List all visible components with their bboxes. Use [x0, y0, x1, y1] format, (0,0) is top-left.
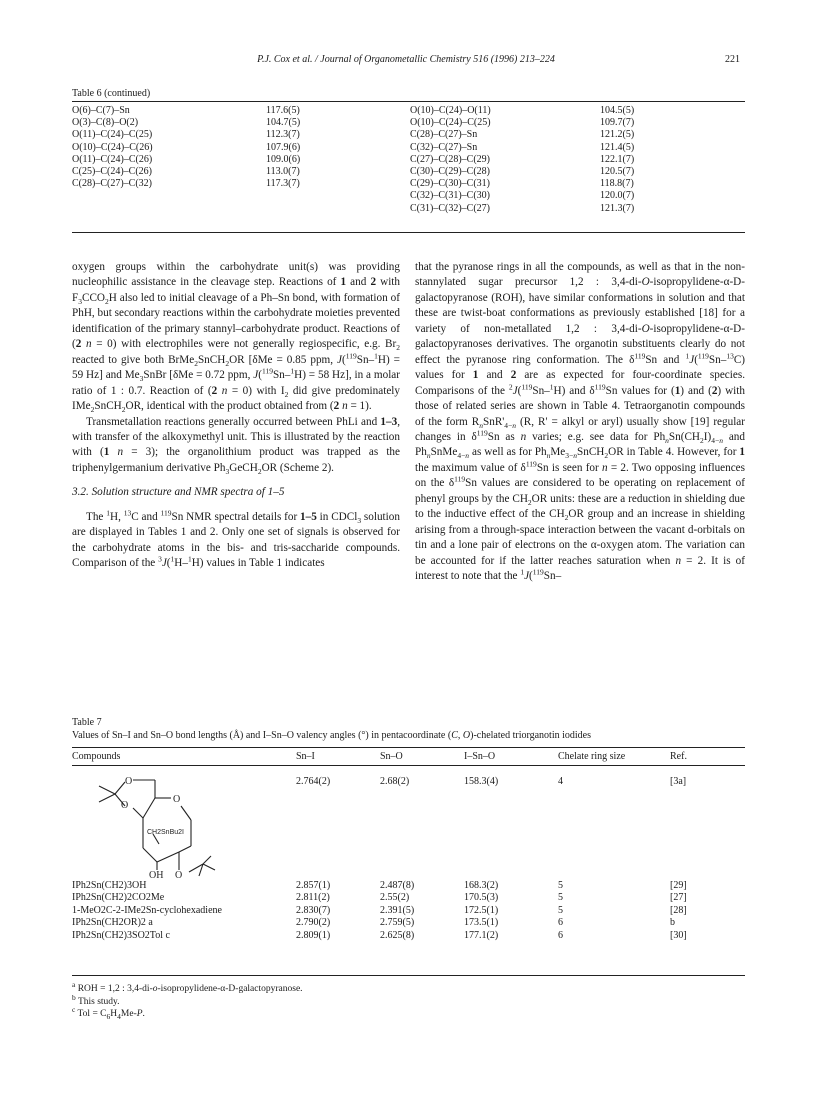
table-row	[72, 917, 745, 929]
table6-angle-label: O(10)–C(24)–O(11)	[410, 105, 491, 116]
cell-compound: IPh2Sn(CH2)3OH	[72, 880, 147, 891]
table6-angle-value: 107.9(6)	[266, 141, 301, 153]
table6-bottom-rule	[72, 232, 745, 233]
table-row	[72, 905, 745, 917]
table6-angle-value: 121.4(5)	[600, 141, 635, 153]
section-heading: 3.2. Solution structure and NMR spectra of 1–5	[72, 486, 285, 499]
table6-angle-value: 118.8(7)	[600, 178, 634, 190]
table6-angle-value: 121.3(7)	[600, 202, 635, 214]
table7-title: Table 7	[72, 717, 102, 728]
journal-citation: P.J. Cox et al. / Journal of Organometallic Chemistry 516 (1996) 213–224	[257, 54, 555, 65]
left-column	[72, 260, 400, 572]
paragraph: The $^1$H, $^{13}$C and $^{119}$Sn NMR spectral details for 1–5 in CDCl$_3$ solution are displayed in Tables 1 and 2. Only one set of signals is observed for the carbohydrate atoms in the bis- and tris-saccharide compounds. Comparison of the $^3$J($^1$H–$^1$H) values in Table 1 indicates	[72, 508, 400, 570]
table6-right-labels	[410, 105, 491, 215]
table7-header: Chelate ring size	[558, 751, 626, 762]
cell-ref: [27]	[670, 892, 687, 904]
cell-sni: 2.811(2)	[296, 892, 330, 904]
svg-text:O: O	[175, 870, 183, 881]
table6-angle-label: C(25)–C(24)–C(26)	[72, 165, 152, 177]
table6-angle-value: 117.6(5)	[266, 105, 300, 116]
cell-sno: 2.391(5)	[380, 904, 415, 916]
table6-angle-label: C(31)–C(32)–C(27)	[410, 202, 490, 214]
paragraph: oxygen groups within the carbohydrate unit(s) was providing nucleophilic assistance in the cleavage step. Reactions of 1 and 2 with $F_3CCO_2H$ also led to initial cleavage of a Ph–Sn bond, with formation of PhH, but secondary reactions within the carbohydrate moieties prevented identification of the primary stannyl–carbohydrate product. Reactions of (2 n = 0) with electrophiles were not generally regiospecific, e.g. $Br_2$ reacted to give both BrMe$_2$SnCH$_2$OR [δMe = 0.85 ppm, J($^{119}$Sn–$^1$H) = 59 Hz] and $Me_3SnBr$ [δMe = 0.72 ppm, J($^{119}$Sn–$^1$H) = 58 Hz], in a molar ratio of 1 : 0.7. Reaction of (2 n = 0) with $I_2$ did give predominately IMe$_2$SnCH$_2$OR, identical with the product obtained from (2 n = 1).	[72, 261, 401, 415]
cell-ring-size: 4	[558, 776, 563, 787]
table7-header: Sn–O	[380, 751, 403, 762]
running-header	[72, 54, 740, 70]
table6-left-labels	[72, 105, 153, 190]
cell-ring: 5	[558, 880, 563, 891]
table6-angle-label: C(27)–C(28)–C(29)	[410, 153, 490, 165]
svg-text:O: O	[121, 800, 129, 811]
table6-angle-label: C(28)–C(27)–Sn	[410, 129, 478, 141]
cell-angle: 177.1(2)	[464, 929, 499, 941]
footnote-b: $^b$ This study.	[72, 992, 120, 1007]
cell-sno: 2.625(8)	[380, 929, 415, 941]
table7-header: I–Sn–O	[464, 751, 496, 762]
cell-compound: IPh2Sn(CH2)2CO2Me	[72, 892, 165, 904]
table7-header: Sn–I	[296, 751, 315, 762]
cell-angle: 158.3(4)	[464, 776, 499, 787]
cell-ref: [28]	[670, 904, 687, 916]
cell-ref: [3a]	[670, 776, 687, 787]
svg-text:O: O	[125, 776, 133, 787]
table6-angle-value: 122.1(7)	[600, 153, 635, 165]
cell-sni: 2.857(1)	[296, 880, 331, 891]
table-row	[72, 892, 745, 904]
cell-ref: [30]	[670, 929, 687, 941]
right-column	[415, 260, 745, 585]
table7-header: Compounds	[72, 751, 121, 762]
cell-ring: 5	[558, 904, 563, 916]
table6-angle-value: 117.3(7)	[266, 178, 300, 190]
cell-ref: b	[670, 917, 675, 929]
table7-caption-block	[72, 716, 591, 742]
table6-angle-value: 120.5(7)	[600, 165, 635, 177]
cell-sn-o: 2.68(2)	[380, 776, 410, 787]
table6-angle-label: O(11)–C(24)–C(25)	[72, 129, 153, 141]
table6-angle-value: 104.7(5)	[266, 117, 301, 129]
table6-angle-value: 120.0(7)	[600, 190, 635, 202]
table7-caption: Values of Sn–I and Sn–O bond lengths (Å) and I–Sn–O valency angles (°) in pentacoordinate (C, O)-chelated triorganotin iodides	[72, 730, 591, 741]
table6-angle-label: O(6)–C(7)–Sn	[72, 105, 130, 116]
table6-angle-value: 112.3(7)	[266, 129, 300, 141]
table6-angle-value: 104.5(5)	[600, 105, 635, 116]
cell-angle: 168.3(2)	[464, 880, 499, 891]
cell-sno: 2.55(2)	[380, 892, 410, 904]
table-row	[72, 930, 745, 942]
table7-footnotes	[72, 979, 303, 1021]
table6-angle-label: C(30)–C(29)–C(28)	[410, 165, 490, 177]
cell-sni: 2.790(2)	[296, 917, 331, 929]
cell-sno: 2.487(8)	[380, 880, 415, 891]
cell-angle: 170.5(3)	[464, 892, 499, 904]
table6-caption: Table 6 (continued)	[72, 88, 151, 99]
table6-angle-value: 109.7(7)	[600, 117, 635, 129]
table6-left-values	[266, 105, 300, 190]
cell-ref: [29]	[670, 880, 687, 891]
table6-right-values	[600, 105, 634, 215]
table7-header: Ref.	[670, 751, 687, 762]
cell-ring: 6	[558, 929, 563, 941]
footnote-c: $^c$ Tol = $C_6H_4Me-P$.	[72, 1004, 145, 1021]
table6-angle-value: 109.0(6)	[266, 153, 301, 165]
table6-top-rule	[72, 101, 745, 102]
table6-angle-label: C(28)–C(27)–C(32)	[72, 178, 152, 190]
table6-angle-value: 113.0(7)	[266, 165, 300, 177]
table6-angle-value: 121.2(5)	[600, 129, 635, 141]
cell-angle: 173.5(1)	[464, 917, 499, 929]
table6-angle-label: O(10)–C(24)–C(26)	[72, 141, 153, 153]
cell-sni: 2.809(1)	[296, 929, 331, 941]
table6-angle-label: O(11)–C(24)–C(26)	[72, 153, 153, 165]
chemical-structure	[95, 770, 235, 882]
cell-compound: IPh2Sn(CH2OR)2 a	[72, 917, 153, 929]
svg-text:O: O	[173, 794, 181, 805]
cell-sno: 2.759(5)	[380, 917, 415, 929]
table6-angle-label: C(32)–C(27)–Sn	[410, 141, 478, 153]
structure-svg	[95, 770, 235, 882]
page-number: 221	[725, 54, 740, 65]
table6-angle-label: C(32)–C(31)–C(30)	[410, 190, 490, 202]
table6-angle-label: C(29)–C(30)–C(31)	[410, 178, 490, 190]
cell-compound: IPh2Sn(CH2)3SO2Tol c	[72, 929, 170, 941]
cell-angle: 172.5(1)	[464, 904, 499, 916]
svg-text:OH: OH	[149, 870, 164, 881]
cell-sni: 2.830(7)	[296, 904, 331, 916]
table7-header-rule	[72, 765, 745, 766]
paragraph: that the pyranose rings in all the compounds, as well as that in the non-stannylated sugar precursor 1,2 : 3,4-di-O-isopropylidene-α-D-galactopyranose (ROH), have similar conformations in solution and that these are twist-boat conformations as previously established [18] for a variety of non-metallated 1,2 : 3,4-di-O-isopropylidene-α-D-galactopyranoses derivatives. The organotin substituents clearly do not effect the pyranose ring conformation. The $\delta^{119}Sn$ and $^1$J($^{119}$Sn–$^{13}$C) values for 1 and 2 are as expected for four-coordinate species. Comparisons of the $^2$J($^{119}$Sn–$^1$H) and $\delta^{119}Sn$ values for (1) and (2) with those of related series are shown in Table 4. Tetraorganotin compounds of the form $R_nSnR'_{4-n}$ (R, R' = alkyl or aryl) usually show [19] regular changes in $\delta^{119}Sn$ as n varies; e.g. see data for $Ph_nSn(CH_2I)_{4-n}$ and $Ph_nSnMe_{4-n}$ as well as for $Ph_nMe_{3-n}SnCH_2OR$ in Table 4. However, for 1 the maximum value of $\delta^{119}Sn$ is seen for n = 2. Two opposing influences on the $\delta^{119}Sn$ values are considered to be operating on replacement of phenyl groups by the $CH_2OR$ units: these are a reduction in shielding due to the inductive effect of the $CH_2OR$ group and an increase in shielding arising from a through-space interaction between the vacant d-orbitals on tin and a lone pair of electrons on the α-oxygen atom. The variation can be accounted for if the latter reaches saturation when n = 2. It is of interest to note that the $^1$J($^{119}$Sn–	[415, 261, 746, 583]
cell-ring: 5	[558, 892, 563, 904]
cell-ring: 6	[558, 917, 563, 929]
cell-sn-i: 2.764(2)	[296, 776, 331, 787]
footnote-a: $^a$ ROH = 1,2 : 3,4-di-o-isopropylidene-α-D-galactopyranose.	[72, 979, 303, 994]
table7-bottom-rule	[72, 975, 745, 976]
cell-compound: 1-MeO2C-2-IMe2Sn-cyclohexadiene	[72, 904, 222, 916]
table6-angle-label: O(3)–C(8)–O(2)	[72, 117, 139, 129]
structure-label: CH2SnBu2I	[147, 829, 184, 836]
table-row	[72, 880, 745, 892]
paragraph: Transmetallation reactions generally occurred between PhLi and 1–3, with transfer of the alkoxymethyl unit. This is illustrated by the reaction with (1 n = 3); the organolithium product was trapped as the triphenylgermanium derivative $Ph_3GeCH_2OR$ (Scheme 2).	[72, 415, 400, 477]
table7-top-rule	[72, 747, 745, 748]
table6-angle-label: O(10)–C(24)–C(25)	[410, 117, 491, 129]
